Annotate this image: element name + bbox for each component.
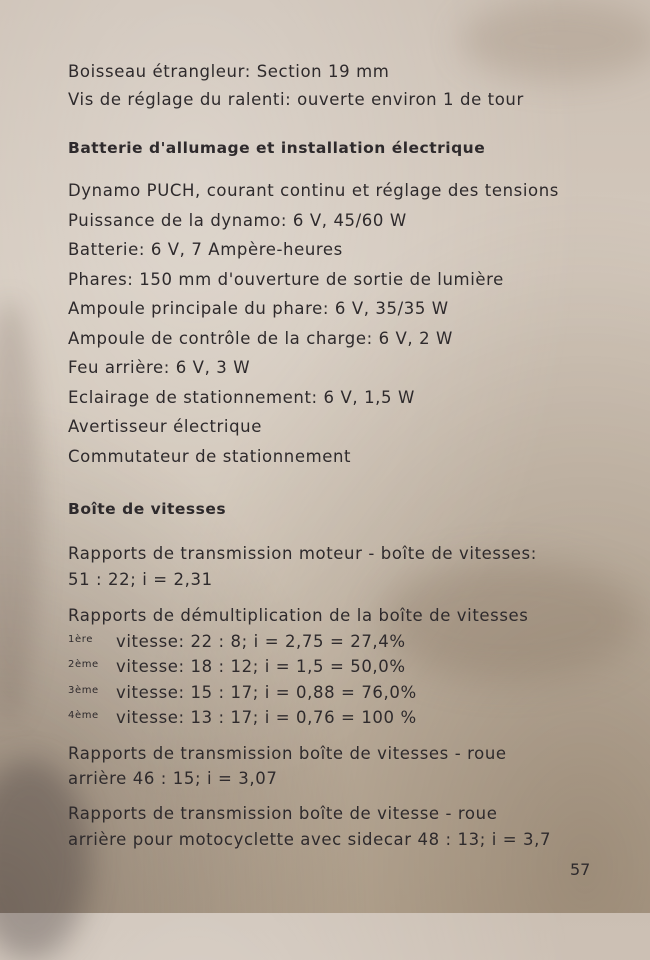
gear-row <box>68 629 608 655</box>
electrical-item: Ampoule de contrôle de la charge: 6 V, 2 W <box>68 328 453 348</box>
electrical-item: Ampoule principale du phare: 6 V, 35/35 W <box>68 299 449 318</box>
electrical-item: Puissance de la dynamo: 6 V, 45/60 W <box>68 210 407 230</box>
gear-row <box>68 680 608 706</box>
reduction-heading: Rapports de démultiplication de la boîte de vitesses <box>68 606 529 625</box>
electrical-item: Feu arrière: 6 V, 3 W <box>68 358 251 377</box>
gear-ratio: vitesse: 18 : 12; i = 1,5 = 50,0% <box>116 657 406 676</box>
electrical-list <box>68 176 608 471</box>
gear-row <box>68 654 608 680</box>
gear-ordinal: 3ème <box>68 684 99 696</box>
gearbox-heading: Boîte de vitesses <box>68 500 227 518</box>
manual-page <box>68 58 608 853</box>
electrical-item: Batterie: 6 V, 7 Ampère-heures <box>68 240 343 259</box>
electrical-item: Avertisseur électrique <box>68 417 262 436</box>
electrical-item: Phares: 150 mm d'ouverture de sortie de lumière <box>68 269 504 289</box>
engine-ratio-line: Rapports de transmission moteur - boîte de vitesses: <box>68 544 537 563</box>
sidecar-ratio-line: Rapports de transmission boîte de vitesse - roue <box>68 803 498 823</box>
rear-ratio-block <box>68 741 608 791</box>
gear-ordinal: 4ème <box>68 710 99 721</box>
gear-ordinal: 1ère <box>68 633 93 645</box>
carburettor-choke-line: Boisseau étrangleur: Section 19 mm <box>68 62 390 81</box>
page-number: 57 <box>570 860 591 879</box>
gear-ratio: vitesse: 13 : 17; i = 0,76 = 100 % <box>116 708 417 727</box>
electrical-item: Dynamo PUCH, courant continu et réglage des tensions <box>68 181 559 200</box>
sidecar-ratio-block <box>68 801 608 853</box>
rear-ratio-line: Rapports de transmission boîte de vitesses - roue <box>68 743 507 763</box>
electrical-item: Eclairage de stationnement: 6 V, 1,5 W <box>68 387 415 407</box>
sidecar-ratio-value: arrière pour motocyclette avec sidecar 48 : 13; i = 3,7 <box>68 829 552 849</box>
gear-ratio: vitesse: 15 : 17; i = 0,88 = 76,0% <box>116 682 417 702</box>
engine-ratio-block <box>68 541 608 593</box>
rear-ratio-value: arrière 46 : 15; i = 3,07 <box>68 768 278 788</box>
gear-row <box>68 705 608 731</box>
gear-ratio: vitesse: 22 : 8; i = 2,75 = 27,4% <box>116 631 406 651</box>
electrical-item: Commutateur de stationnement <box>68 446 352 466</box>
idle-screw-line: Vis de réglage du ralenti: ouverte environ 1 de tour <box>68 90 524 109</box>
engine-ratio-value: 51 : 22; i = 2,31 <box>68 570 213 589</box>
reduction-block <box>68 603 608 731</box>
electrical-heading: Batterie d'allumage et installation électrique <box>68 139 486 157</box>
gear-ordinal: 2ème <box>68 659 99 670</box>
